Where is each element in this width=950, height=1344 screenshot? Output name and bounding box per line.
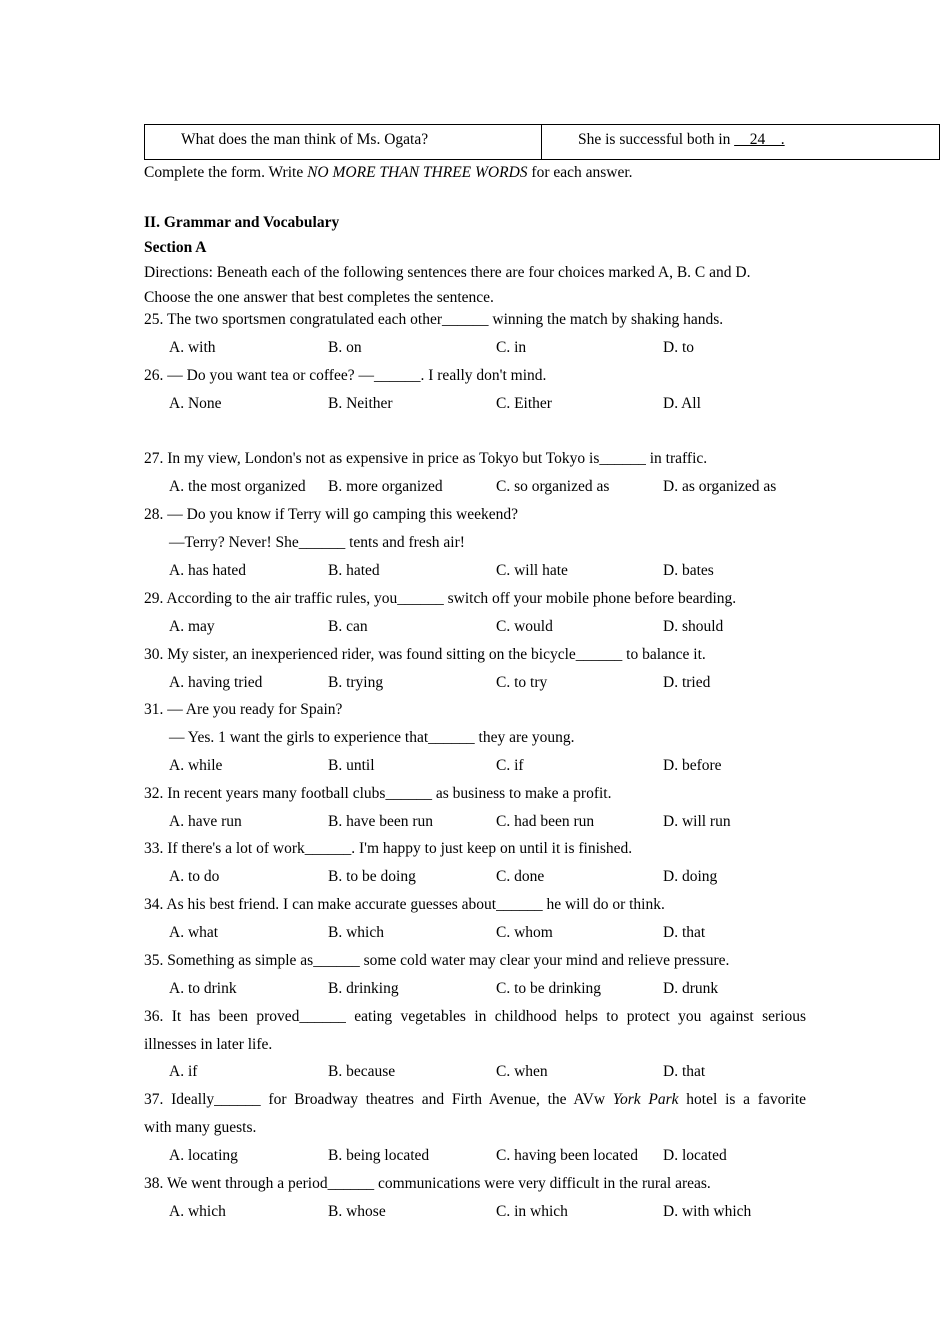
option-c: C. will hate — [496, 562, 568, 579]
option-c: C. would — [496, 618, 553, 635]
option-b: B. whose — [328, 1203, 386, 1220]
form-row — [145, 125, 940, 160]
option-d: D. that — [663, 924, 706, 941]
option-a: A. None — [169, 395, 222, 412]
option-b: B. which — [328, 924, 384, 941]
option-a: A. to drink — [169, 980, 237, 997]
option-a: A. having tried — [169, 674, 263, 691]
option-c: C. to be drinking — [496, 980, 602, 997]
option-d: D. doing — [663, 868, 718, 885]
section-heading: II. Grammar and Vocabulary — [144, 214, 340, 231]
question-37-stem-line-2: with many guests. — [144, 1119, 257, 1136]
directions-line-2: Choose the one answer that best completes the sentence. — [144, 289, 494, 306]
option-d: D. should — [663, 618, 724, 635]
form-instruction-text: Complete the form. Write — [144, 164, 308, 181]
question-31-stem: 31. — Are you ready for Spain? — [144, 701, 343, 718]
option-d: D. bates — [663, 562, 714, 579]
option-c: C. had been run — [496, 813, 595, 830]
question-32-stem: 32. In recent years many football clubs______ as business to make a profit. — [144, 785, 612, 802]
option-d: D. located — [663, 1147, 727, 1164]
question-37-stem — [144, 1090, 806, 1110]
option-d: D. tried — [663, 674, 711, 691]
option-a: A. the most organized — [169, 478, 306, 495]
option-c: C. Either — [496, 395, 552, 412]
option-a: A. has hated — [169, 562, 247, 579]
form-instruction — [144, 163, 633, 183]
form-answer-blank: __24__. — [734, 131, 785, 148]
question-33-stem: 33. If there's a lot of work______. I'm happy to just keep on until it is finished. — [144, 840, 633, 857]
form-question: What does the man think of Ms. Ogata? — [181, 131, 429, 148]
form-instruction-tail: for each answer. — [527, 164, 633, 181]
form-instruction-emphasis: NO MORE THAN THREE WORDS — [307, 164, 528, 181]
option-b: B. drinking — [328, 980, 399, 997]
hotel-name: York Park — [612, 1091, 679, 1108]
option-c: C. done — [496, 868, 545, 885]
option-b: B. can — [328, 618, 368, 635]
option-a: A. may — [169, 618, 215, 635]
question-38-stem: 38. We went through a period______ communications were very difficult in the rural areas. — [144, 1175, 711, 1192]
option-c: C. whom — [496, 924, 553, 941]
option-b: B. on — [328, 339, 362, 356]
question-28-stem: 28. — Do you know if Terry will go camping this weekend? — [144, 506, 519, 523]
option-b: B. to be doing — [328, 868, 416, 885]
option-b: B. until — [328, 757, 375, 774]
form-question-cell — [145, 125, 542, 160]
question-31-stem-line-2: — Yes. 1 want the girls to experience that______ they are young. — [169, 729, 575, 746]
option-c: C. to try — [496, 674, 548, 691]
option-d: D. to — [663, 339, 694, 356]
directions-line-1: Directions: Beneath each of the following sentences there are four choices marked A, B. C and D. — [144, 264, 751, 281]
question-30-stem: 30. My sister, an inexperienced rider, was found sitting on the bicycle______ to balance it. — [144, 646, 706, 663]
question-34-stem: 34. As his best friend. I can make accurate guesses about______ he will do or think. — [144, 896, 665, 913]
option-a: A. with — [169, 339, 216, 356]
question-37-stem-tail: hotel is a favorite — [678, 1091, 807, 1108]
option-d: D. as organized as — [663, 478, 777, 495]
option-d: D. before — [663, 757, 722, 774]
option-d: D. All — [663, 395, 701, 412]
option-a: A. while — [169, 757, 223, 774]
option-c: C. having been located — [496, 1147, 639, 1164]
option-d: D. that — [663, 1063, 706, 1080]
option-b: B. being located — [328, 1147, 430, 1164]
question-37-stem-text: 37. Ideally______ for Broadway theatres and Firth Avenue, the AVw — [144, 1091, 613, 1108]
question-36-stem-line-2: illnesses in later life. — [144, 1036, 273, 1053]
option-d: D. with which — [663, 1203, 752, 1220]
question-35-stem: 35. Something as simple as______ some cold water may clear your mind and relieve pressure. — [144, 952, 730, 969]
question-28-stem-line-2: —Terry? Never! She______ tents and fresh air! — [169, 534, 465, 551]
option-a: A. locating — [169, 1147, 238, 1164]
option-b: B. Neither — [328, 395, 393, 412]
form-answer-prefix: She is successful both in — [578, 131, 735, 148]
option-a: A. have run — [169, 813, 242, 830]
option-a: A. to do — [169, 868, 220, 885]
answer-form-table — [144, 124, 940, 160]
question-25-stem: 25. The two sportsmen congratulated each other______ winning the match by shaking hands. — [144, 311, 724, 328]
question-29-stem: 29. According to the air traffic rules, you______ switch off your mobile phone before bearding. — [144, 590, 737, 607]
option-b: B. have been run — [328, 813, 434, 830]
option-a: A. if — [169, 1063, 198, 1080]
option-b: B. hated — [328, 562, 380, 579]
question-26-stem: 26. — Do you want tea or coffee? —______. I really don't mind. — [144, 367, 547, 384]
option-c: C. so organized as — [496, 478, 610, 495]
option-b: B. because — [328, 1063, 396, 1080]
option-d: D. will run — [663, 813, 731, 830]
form-answer-cell — [542, 125, 940, 160]
question-27-stem: 27. In my view, London's not as expensive in price as Tokyo but Tokyo is______ in traffic. — [144, 450, 708, 467]
option-c: C. in which — [496, 1203, 568, 1220]
question-36-stem: 36. It has been proved______ eating vegetables in childhood helps to protect you against serious — [144, 1008, 806, 1025]
option-c: C. when — [496, 1063, 548, 1080]
option-c: C. in — [496, 339, 527, 356]
option-c: C. if — [496, 757, 524, 774]
option-a: A. what — [169, 924, 219, 941]
option-b: B. more organized — [328, 478, 443, 495]
option-a: A. which — [169, 1203, 226, 1220]
option-b: B. trying — [328, 674, 384, 691]
option-d: D. drunk — [663, 980, 719, 997]
subsection-heading: Section A — [144, 239, 207, 256]
